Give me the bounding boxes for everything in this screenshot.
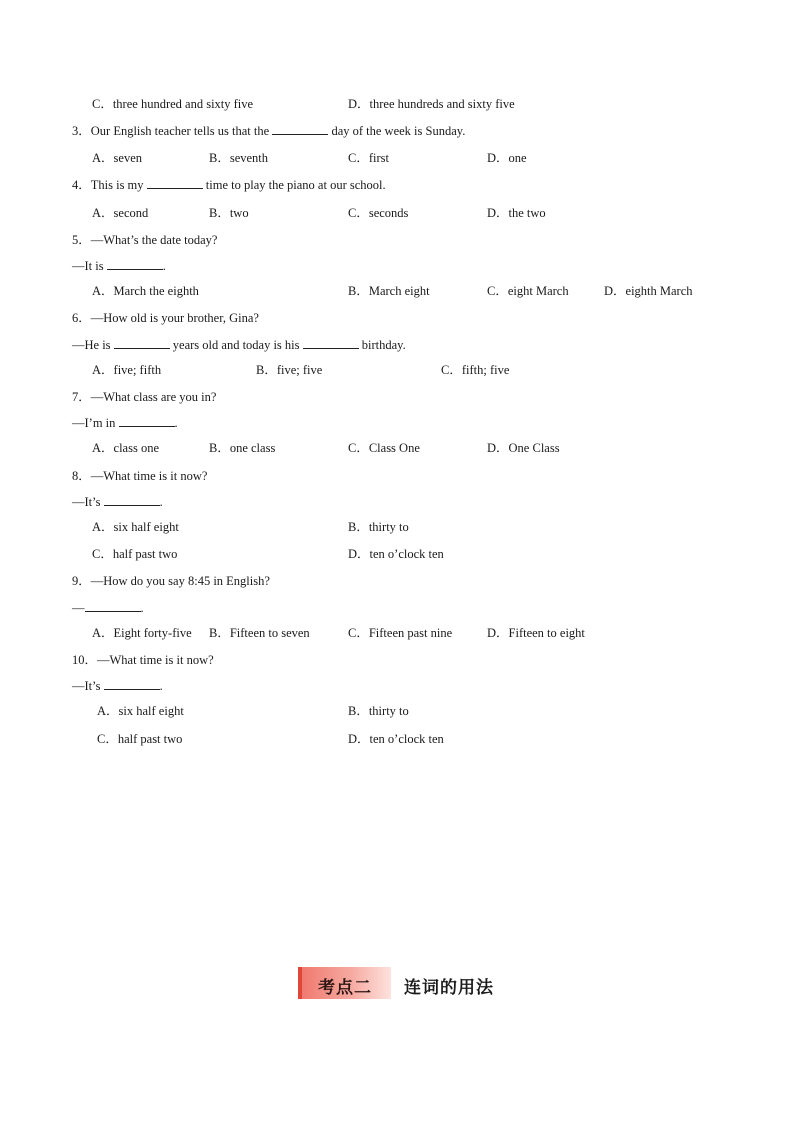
q9-option-c: C．Fifteen past nine — [348, 626, 453, 640]
q3-option-c: C．first — [348, 151, 389, 165]
q9-question: 9．—How do you say 8:45 in English? — [72, 574, 270, 588]
q6-answer-middle: years old and today is his — [172, 338, 300, 352]
q8-option-c: C．half past two — [92, 547, 178, 561]
q2-option-d: D．three hundreds and sixty five — [348, 97, 515, 111]
q6-answer-line — [72, 337, 406, 353]
q10-option-c: C．half past two — [97, 732, 183, 746]
answer-blank — [104, 494, 160, 506]
q10-option-d: D．ten o’clock ten — [348, 732, 444, 746]
q8-option-b: B．thirty to — [348, 520, 409, 534]
answer-blank — [272, 123, 328, 135]
q4-question — [72, 177, 386, 193]
q4-stem-start: 4．This is my — [72, 178, 144, 192]
section-title: 连词的用法 — [404, 978, 494, 998]
q6-option-c: C．fifth; five — [441, 363, 510, 377]
q3-stem-start: 3．Our English teacher tells us that the — [72, 124, 270, 138]
q3-question — [72, 123, 465, 139]
q10-question: 10．—What time is it now? — [72, 653, 214, 667]
q5-answer-end: . — [162, 259, 166, 273]
q10-option-b: B．thirty to — [348, 704, 409, 718]
q7-option-b: B．one class — [209, 441, 276, 455]
answer-blank — [147, 177, 203, 189]
q6-answer-start: —He is — [72, 338, 111, 352]
q10-option-a: A．six half eight — [97, 704, 184, 718]
q8-question: 8．—What time is it now? — [72, 469, 208, 483]
answer-blank — [303, 337, 359, 349]
q2-option-c: C．three hundred and sixty five — [92, 97, 254, 111]
q5-option-c: C．eight March — [487, 284, 569, 298]
q5-answer-line — [72, 258, 166, 274]
answer-blank — [104, 678, 160, 690]
q7-question: 7．—What class are you in? — [72, 390, 217, 404]
q4-stem-end: time to play the piano at our school. — [205, 178, 386, 192]
q4-option-a: A．second — [92, 206, 149, 220]
q8-answer-end: . — [159, 495, 163, 509]
q7-option-d: D．One Class — [487, 441, 560, 455]
q5-question: 5．—What’s the date today? — [72, 233, 218, 247]
answer-blank — [114, 337, 170, 349]
q8-option-d: D．ten o’clock ten — [348, 547, 444, 561]
q9-answer-line — [72, 600, 144, 616]
q4-option-b: B．two — [209, 206, 249, 220]
q4-option-d: D．the two — [487, 206, 546, 220]
q9-option-b: B．Fifteen to seven — [209, 626, 310, 640]
answer-blank — [119, 415, 175, 427]
answer-blank — [107, 258, 163, 270]
q9-option-a: A．Eight forty-five — [92, 626, 192, 640]
q5-option-b: B．March eight — [348, 284, 430, 298]
q3-option-a: A．seven — [92, 151, 142, 165]
q7-option-c: C．Class One — [348, 441, 420, 455]
q10-answer-start: —It’s — [72, 679, 101, 693]
q9-option-d: D．Fifteen to eight — [487, 626, 585, 640]
q3-option-b: B．seventh — [209, 151, 269, 165]
q6-question: 6．—How old is your brother, Gina? — [72, 311, 259, 325]
q9-answer-start: — — [72, 601, 85, 615]
section-tag-label: 考点二 — [318, 978, 372, 998]
q5-option-a: A．March the eighth — [92, 284, 199, 298]
q5-answer-start: —It is — [72, 259, 104, 273]
q7-answer-start: —I’m in — [72, 416, 116, 430]
q7-option-a: A．class one — [92, 441, 159, 455]
q6-option-a: A．five; fifth — [92, 363, 162, 377]
q10-answer-line — [72, 678, 163, 694]
q3-stem-end: day of the week is Sunday. — [331, 124, 466, 138]
q8-option-a: A．six half eight — [92, 520, 179, 534]
q7-answer-line — [72, 415, 178, 431]
q6-answer-end: birthday. — [361, 338, 406, 352]
q8-answer-line — [72, 494, 163, 510]
q8-answer-start: —It’s — [72, 495, 101, 509]
q3-option-d: D．one — [487, 151, 527, 165]
q4-option-c: C．seconds — [348, 206, 409, 220]
q9-answer-end: . — [140, 601, 144, 615]
q7-answer-end: . — [174, 416, 178, 430]
q6-option-b: B．five; five — [256, 363, 323, 377]
q10-answer-end: . — [159, 679, 163, 693]
answer-blank — [85, 600, 141, 612]
q5-option-d: D．eighth March — [604, 284, 693, 298]
